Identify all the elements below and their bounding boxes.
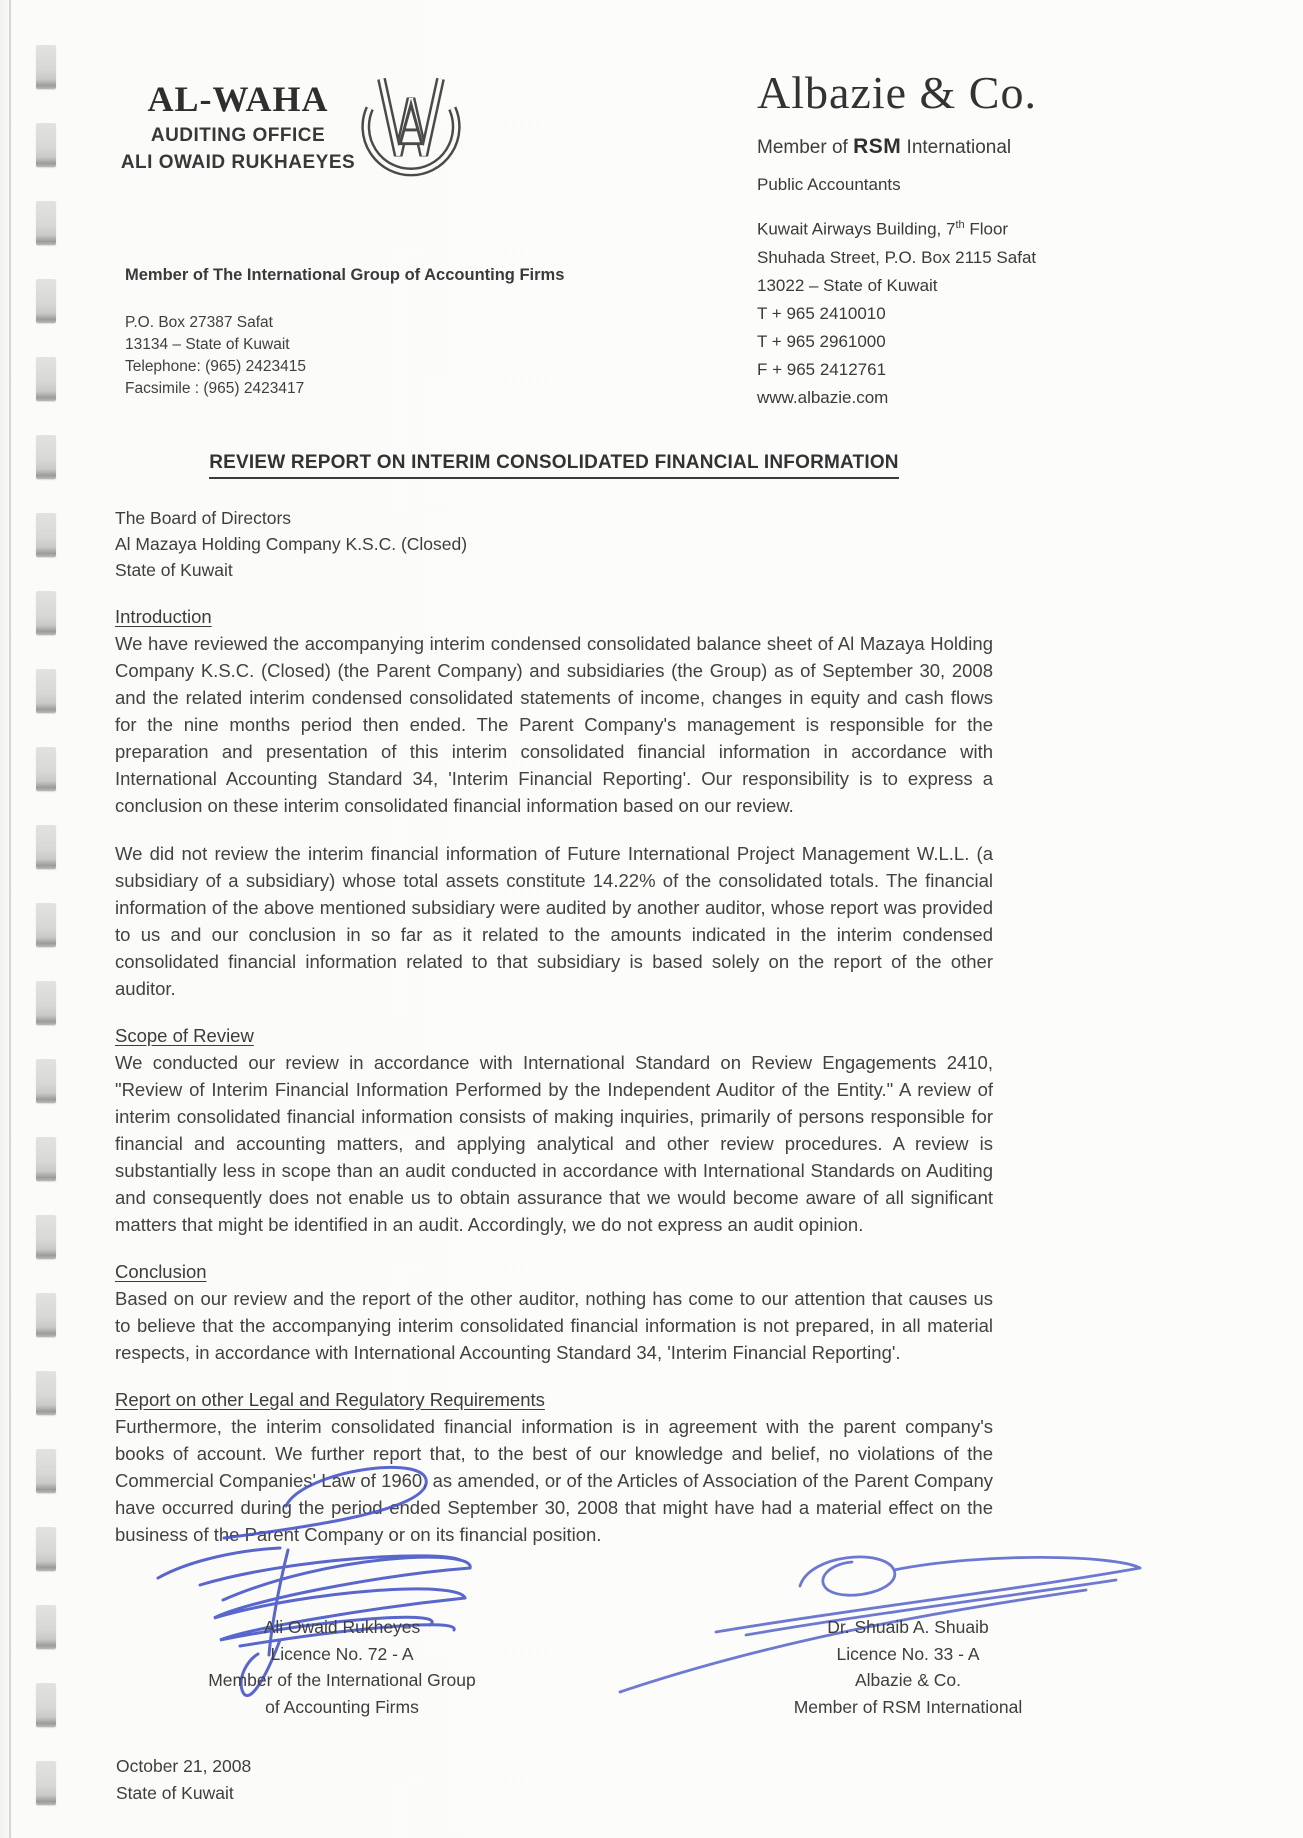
- signatory-left: [162, 1614, 522, 1720]
- letterhead-left: [118, 78, 358, 174]
- signatory-right-affiliation-2: Member of RSM International: [793, 1696, 1023, 1717]
- signatory-left-affiliation-2: of Accounting Firms: [265, 1696, 419, 1717]
- right-profession: Public Accountants: [757, 175, 901, 194]
- left-firm-subtitle-1: AUDITING OFFICE: [150, 125, 326, 146]
- right-membership: [757, 135, 1177, 159]
- section-legal-requirements: [115, 1389, 993, 1548]
- report-body: [115, 452, 993, 1548]
- signatory-left-affiliation-1: Member of the International Group: [208, 1670, 476, 1690]
- addressee-block: [115, 505, 993, 583]
- page-edge-line: [9, 0, 11, 1838]
- left-membership: Member of The International Group of Accounting Firms: [125, 266, 565, 284]
- signatory-left-name: Ali Owaid Rukheyes: [263, 1617, 421, 1637]
- left-address-line-3: Telephone: (965) 2423415: [125, 358, 306, 375]
- report-footer: [116, 1753, 251, 1807]
- section-introduction: [115, 606, 993, 1002]
- section-scope-of-review: [115, 1025, 993, 1238]
- section-conclusion: [115, 1261, 993, 1366]
- right-website: www.albazie.com: [757, 387, 889, 407]
- addressee-line-2: Al Mazaya Holding Company K.S.C. (Closed): [115, 534, 468, 554]
- addressee-line-1: The Board of Directors: [115, 508, 292, 528]
- right-phone-1: T + 965 2410010: [757, 303, 886, 323]
- right-membership-rsm: RSM: [853, 135, 902, 158]
- right-address-line-1-post: Floor: [964, 219, 1009, 239]
- section-scope-heading: Scope of Review: [115, 1025, 254, 1046]
- addressee-line-3: State of Kuwait: [115, 560, 233, 580]
- right-fax: F + 965 2412761: [757, 359, 887, 379]
- right-address: [757, 211, 1177, 412]
- section-legal-paragraph: Furthermore, the interim consolidated financial information is in agreement with the parent company's books of account. We further report that, to the best of our knowledge and belief, no violations of the Commercial Companies' Law of 1960, as amended, or of the Articles of Association of the Parent Company have occurred during the period ended September 30, 2008 that might have had a material effect on the business of the Parent Company or on its financial position.: [115, 1416, 993, 1545]
- section-scope-paragraph: We conducted our review in accordance with International Standard on Review Engagements 2410, "Review of Interim Financial Information Performed by the Independent Auditor of the Entity." A review of interim consolidated financial information consists of making inquiries, primarily of persons responsible for financial and accounting matters, and applying analytical and other review procedures. A review is substantially less in scope than an audit conducted in accordance with International Standards on Auditing and consequently does not enable us to obtain assurance that we would become aware of all significant matters that might be identified in an audit. Accordingly, we do not express an audit opinion.: [115, 1052, 993, 1235]
- left-firm-subtitle-2: ALI OWAID RUKHAEYES: [120, 152, 356, 173]
- left-address-line-2: 13134 – State of Kuwait: [125, 336, 290, 353]
- report-title: REVIEW REPORT ON INTERIM CONSOLIDATED FINANCIAL INFORMATION: [209, 452, 898, 479]
- left-address: [125, 312, 306, 400]
- signatory-right-licence: Licence No. 33 - A: [836, 1643, 980, 1664]
- right-address-line-1-sup: th: [955, 219, 965, 231]
- right-address-line-1: [757, 211, 1177, 244]
- signatory-left-licence: Licence No. 72 - A: [270, 1643, 414, 1664]
- right-membership-suffix: International: [901, 137, 1012, 158]
- section-introduction-heading: Introduction: [115, 606, 212, 627]
- left-address-line-4: Facsimile : (965) 2423417: [125, 380, 305, 397]
- right-address-line-2: Shuhada Street, P.O. Box 2115 Safat: [757, 247, 1037, 267]
- signatory-right-name: Dr. Shuaib A. Shuaib: [827, 1617, 989, 1637]
- right-firm-name: Albazie & Co.: [757, 67, 1037, 118]
- section-introduction-paragraph-1: We have reviewed the accompanying interim condensed consolidated balance sheet of Al Mazaya Holding Company K.S.C. (Closed) (the Parent Company) and subsidiaries (the Group) as of September 30, 2008 and the related interim condensed consolidated statements of income, changes in equity and cash flows for the nine months period then ended. The Parent Company's management is responsible for the preparation and presentation of this interim consolidated financial information in accordance with International Accounting Standard 34, 'Interim Financial Reporting'. Our responsibility is to express a conclusion on these interim consolidated financial information based on our review.: [115, 633, 993, 816]
- signatory-right: [728, 1614, 1088, 1720]
- right-address-line-1-pre: Kuwait Airways Building, 7: [757, 219, 956, 239]
- right-address-line-3: 13022 – State of Kuwait: [757, 275, 938, 295]
- right-phone-2: T + 965 2961000: [757, 331, 886, 351]
- section-conclusion-paragraph: Based on our review and the report of the other auditor, nothing has come to our attention that causes us to believe that the accompanying interim consolidated financial information is not prepared, in all material respects, in accordance with International Accounting Standard 34, 'Interim Financial Reporting'.: [115, 1288, 993, 1363]
- report-title-row: [115, 452, 993, 479]
- report-date: October 21, 2008: [116, 1756, 252, 1776]
- section-legal-heading: Report on other Legal and Regulatory Requirements: [115, 1389, 545, 1410]
- left-address-line-1: P.O. Box 27387 Safat: [125, 314, 273, 331]
- letterhead-right: [757, 66, 1177, 412]
- report-place: State of Kuwait: [116, 1783, 234, 1803]
- section-introduction-paragraph-2: We did not review the interim financial information of Future International Project Management W.L.L. (a subsidiary of a subsidiary) whose total assets constitute 14.22% of the consolidated totals. The financial information of the above mentioned subsidiary were audited by another auditor, whose report was provided to us and our conclusion in so far as it related to the amounts indicated in the interim condensed consolidated financial information related to that subsidiary is based solely on the report of the other auditor.: [115, 843, 993, 999]
- signatory-right-affiliation-1: Albazie & Co.: [854, 1670, 962, 1690]
- section-conclusion-heading: Conclusion: [115, 1261, 207, 1282]
- al-waha-monogram-icon: [352, 70, 470, 182]
- right-membership-prefix: Member of: [757, 137, 854, 158]
- left-firm-name: AL-WAHA: [147, 79, 329, 119]
